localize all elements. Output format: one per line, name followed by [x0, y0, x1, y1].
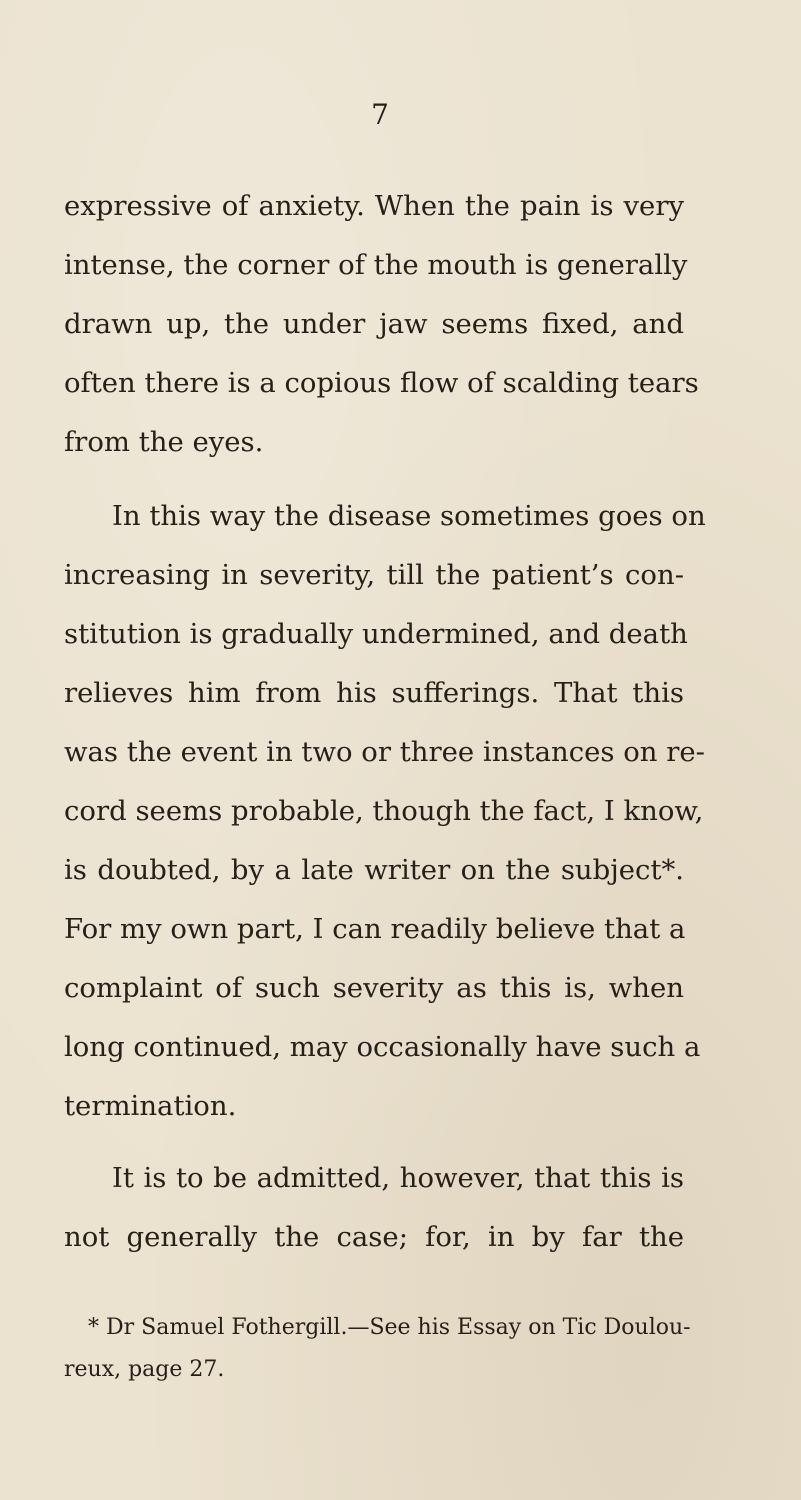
- text-line: often there is a copious flow of scalding tears: [64, 367, 699, 399]
- text-line: It is to be admitted, however, that this is: [112, 1162, 684, 1194]
- text-line: complaint of such severity as this is, when: [64, 972, 684, 1004]
- page-number: 7: [371, 98, 389, 131]
- text-line: was the event in two or three instances on re-: [64, 736, 705, 768]
- text-line: termination.: [64, 1090, 237, 1122]
- text-line: In this way the disease sometimes goes on: [112, 500, 706, 532]
- text-line: For my own part, I can readily believe that a: [64, 913, 686, 945]
- text-line: stitution is gradually undermined, and death: [64, 618, 688, 650]
- text-line: relieves him from his sufferings. That this: [64, 677, 684, 709]
- text-line: expressive of anxiety. When the pain is very: [64, 190, 684, 222]
- text-line: not generally the case; for, in by far the: [64, 1221, 684, 1253]
- footnote-line: * Dr Samuel Fothergill.—See his Essay on Tic Doulou-: [88, 1315, 691, 1340]
- text-line: from the eyes.: [64, 426, 264, 458]
- text-line: is doubted, by a late writer on the subject*.: [64, 854, 684, 886]
- text-line: cord seems probable, though the fact, I know,: [64, 795, 704, 827]
- text-line: drawn up, the under jaw seems fixed, and: [64, 308, 684, 340]
- footnote-line: reux, page 27.: [64, 1357, 225, 1382]
- text-line: increasing in severity, till the patient’s con-: [64, 559, 684, 591]
- text-line: intense, the corner of the mouth is generally: [64, 249, 688, 281]
- text-line: long continued, may occasionally have such a: [64, 1031, 701, 1063]
